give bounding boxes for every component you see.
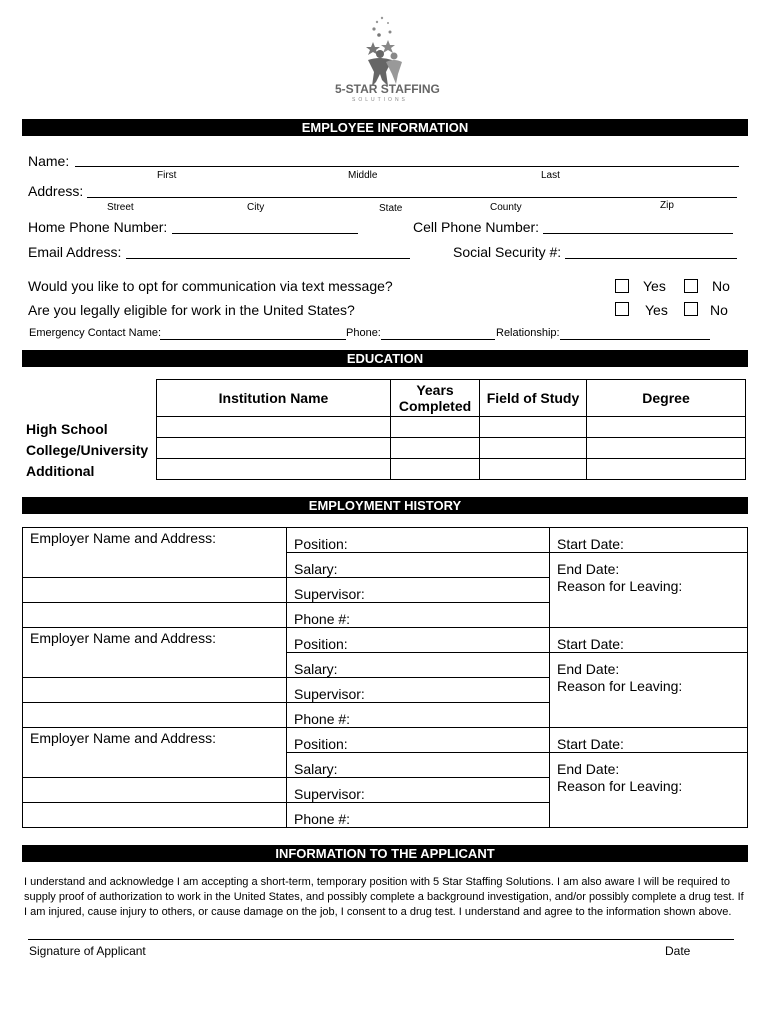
employer-3-end-date: End Date: (557, 761, 620, 777)
employer-1-reason: Reason for Leaving: (557, 578, 683, 594)
employer-1-supervisor: Supervisor: (294, 586, 365, 602)
emergency-contact-field[interactable] (160, 339, 346, 340)
employer-3-position: Position: (294, 736, 348, 752)
high-school-field-cell[interactable] (480, 417, 587, 438)
college-years-cell[interactable] (391, 438, 480, 459)
relationship-field[interactable] (560, 339, 710, 340)
employer-2-name-cell[interactable] (23, 628, 287, 678)
cell-phone-field[interactable] (543, 233, 733, 234)
ssn-field[interactable] (565, 258, 737, 259)
employer-1-address-cell-2[interactable] (23, 603, 287, 628)
question-text-opt: Would you like to opt for communication via text message? (28, 278, 393, 294)
degree-header: Degree (587, 380, 746, 417)
name-field[interactable] (75, 166, 739, 167)
additional-years-cell[interactable] (391, 459, 480, 480)
employer-2-start-date: Start Date: (557, 636, 624, 652)
stars-figures-icon (330, 12, 440, 92)
employer-2-reason: Reason for Leaving: (557, 678, 683, 694)
employer-3-supervisor: Supervisor: (294, 786, 365, 802)
high-school-degree-cell[interactable] (587, 417, 746, 438)
employer-3-salary: Salary: (294, 761, 338, 777)
logo-tagline: SOLUTIONS (352, 97, 408, 103)
name-first-caption: First (157, 170, 177, 181)
employer-1-name-cell[interactable] (23, 528, 287, 578)
address-zip-caption: Zip (660, 200, 674, 211)
row-label-high-school: High School (26, 421, 108, 437)
college-field-cell[interactable] (480, 438, 587, 459)
employee-info-header: EMPLOYEE INFORMATION (22, 119, 748, 136)
date-label: Date (665, 944, 691, 958)
college-degree-cell[interactable] (587, 438, 746, 459)
home-phone-field[interactable] (172, 233, 358, 234)
row-label-additional: Additional (26, 463, 95, 479)
emergency-phone-field[interactable] (381, 339, 495, 340)
table-row (157, 459, 746, 480)
employer-1-address-cell[interactable] (23, 578, 287, 603)
employer-2-label: Employer Name and Address: (30, 630, 216, 646)
address-state-caption: State (379, 203, 403, 214)
applicant-info-header: INFORMATION TO THE APPLICANT (22, 845, 748, 862)
college-institution-cell[interactable] (157, 438, 391, 459)
text-opt-no-checkbox[interactable] (684, 279, 698, 293)
relationship-label: Relationship: (496, 327, 560, 339)
employer-1-start-date: Start Date: (557, 536, 624, 552)
address-label: Address: (28, 183, 84, 199)
employer-3-name-cell[interactable] (23, 728, 287, 778)
additional-field-cell[interactable] (480, 459, 587, 480)
email-label: Email Address: (28, 244, 122, 260)
high-school-years-cell[interactable] (391, 417, 480, 438)
emergency-phone-label: Phone: (346, 327, 381, 339)
eligible-no-label: No (710, 302, 728, 318)
education-header: EDUCATION (22, 350, 748, 367)
employer-2-address-cell-2[interactable] (23, 703, 287, 728)
employer-1-end-date: End Date: (557, 561, 620, 577)
email-field[interactable] (126, 258, 410, 259)
additional-degree-cell[interactable] (587, 459, 746, 480)
name-last-caption: Last (541, 170, 560, 181)
table-row (157, 438, 746, 459)
employer-2-address-cell[interactable] (23, 678, 287, 703)
employer-3-address-cell[interactable] (23, 778, 287, 803)
employment-table (22, 527, 748, 828)
eligible-no-checkbox[interactable] (684, 302, 698, 316)
table-row (157, 417, 746, 438)
years-completed-header: Years Completed (391, 380, 480, 417)
address-field[interactable] (87, 197, 737, 198)
employer-3-address-cell-2[interactable] (23, 803, 287, 828)
additional-institution-cell[interactable] (157, 459, 391, 480)
applicant-statement: I understand and acknowledge I am accepting a short-term, temporary position with 5 Star Staffing Solutions. I am also aware I will be required to supply proof of authorization to work in the United States, and possibly complete a background investigation, and/or possibly complete a drug test. If I am injured, cause injury to others, or cause damage on the job, I consent to a drug test. I understand and agree to the information shown above. (24, 876, 744, 918)
employment-history-header: EMPLOYMENT HISTORY (22, 497, 748, 514)
employer-2-phone: Phone #: (294, 711, 351, 727)
name-middle-caption: Middle (348, 170, 378, 181)
name-label: Name: (28, 153, 70, 169)
text-opt-no-label: No (712, 278, 730, 294)
eligible-yes-label: Yes (645, 302, 668, 318)
employer-3-reason: Reason for Leaving: (557, 778, 683, 794)
row-label-college: College/University (26, 442, 149, 458)
employer-3-phone: Phone #: (294, 811, 351, 827)
employer-3-label: Employer Name and Address: (30, 730, 216, 746)
ssn-label: Social Security #: (453, 244, 562, 260)
field-of-study-header: Field of Study (480, 380, 587, 417)
cell-phone-label: Cell Phone Number: (413, 219, 540, 235)
employer-1-phone: Phone #: (294, 611, 351, 627)
eligible-yes-checkbox[interactable] (615, 302, 629, 316)
home-phone-label: Home Phone Number: (28, 219, 168, 235)
employer-1-label: Employer Name and Address: (30, 530, 216, 546)
emergency-contact-label: Emergency Contact Name: (29, 327, 162, 339)
address-county-caption: County (490, 202, 522, 213)
employer-2-salary: Salary: (294, 661, 338, 677)
signature-label: Signature of Applicant (29, 944, 146, 958)
employer-3-start-date: Start Date: (557, 736, 624, 752)
text-opt-yes-label: Yes (643, 278, 666, 294)
employer-2-end-date: End Date: (557, 661, 620, 677)
company-logo (330, 12, 440, 102)
employer-2-position: Position: (294, 636, 348, 652)
signature-line[interactable] (28, 939, 734, 940)
employer-1-position: Position: (294, 536, 348, 552)
employer-2-supervisor: Supervisor: (294, 686, 365, 702)
institution-name-header: Institution Name (157, 380, 391, 417)
question-eligible: Are you legally eligible for work in the United States? (28, 302, 355, 318)
employer-1-salary: Salary: (294, 561, 338, 577)
address-street-caption: Street (107, 202, 134, 213)
address-city-caption: City (247, 202, 265, 213)
logo-brand: 5-STAR STAFFING (335, 82, 440, 96)
text-opt-yes-checkbox[interactable] (615, 279, 629, 293)
education-table (156, 379, 746, 480)
high-school-institution-cell[interactable] (157, 417, 391, 438)
